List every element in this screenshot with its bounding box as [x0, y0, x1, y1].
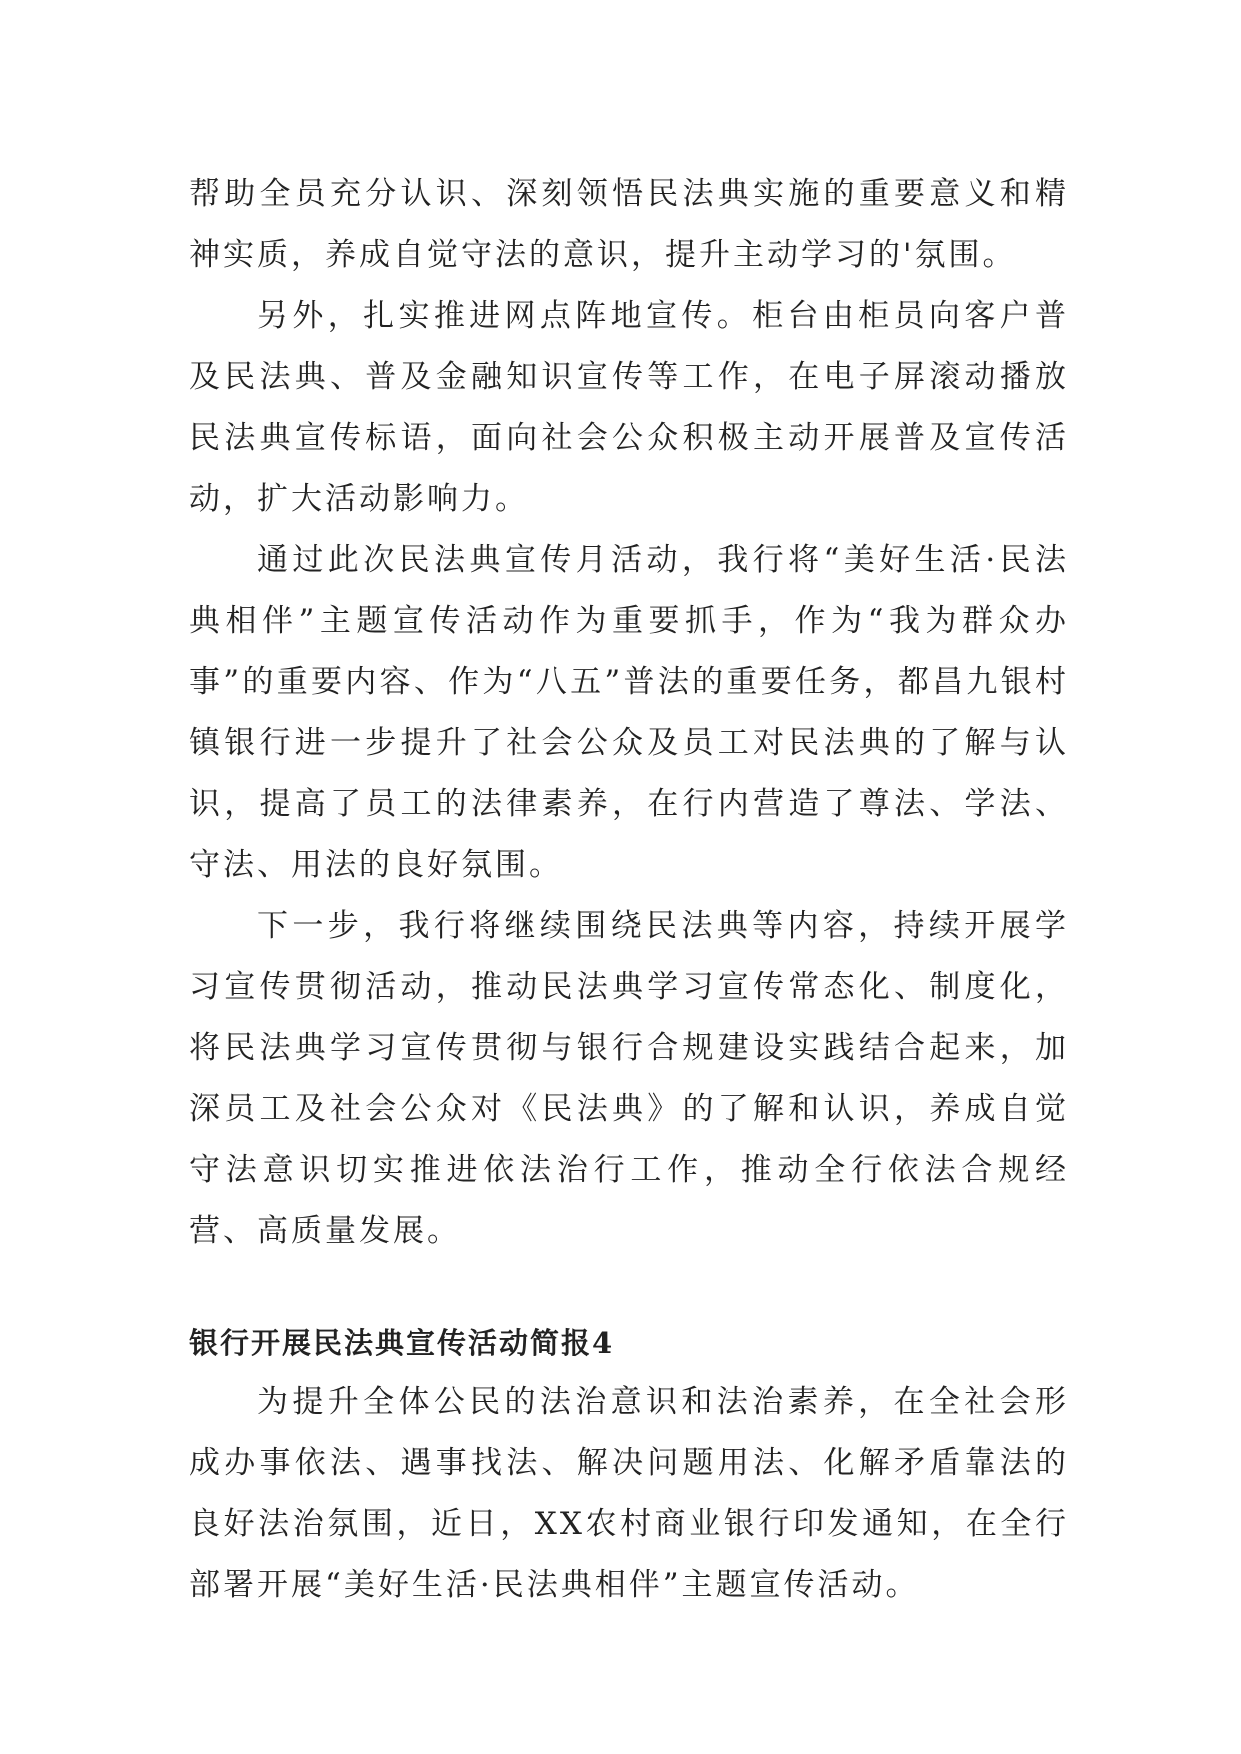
- paragraph-section4-intro: 为提升全体公民的法治意识和法治素养，在全社会形成办事依法、遇事找法、解决问题用法、化解矛盾靠法的良好法治氛围，近日，XX农村商业银行印发通知，在全行部署开展“美好生活·民法典相伴”主题宣传活动。: [189, 1384, 1069, 1603]
- document-body: [189, 164, 1069, 1616]
- paragraph-next-steps: 下一步，我行将继续围绕民法典等内容，持续开展学习宣传贯彻活动，推动民法典学习宣传常态化、制度化，将民法典学习宣传贯彻与银行合规建设实践结合起来，加深员工及社会公众对《民法典》的了解和认识，养成自觉守法意识切实推进依法治行工作，推动全行依法合规经营、高质量发展。: [189, 908, 1069, 1249]
- paragraph-continued: 帮助全员充分认识、深刻领悟民法典实施的重要意义和精神实质，养成自觉守法的意识，提升主动学习的'氛围。: [189, 176, 1069, 273]
- paragraph-activity-summary: 通过此次民法典宣传月活动，我行将“美好生活·民法典相伴”主题宣传活动作为重要抓手，作为“我为群众办事”的重要内容、作为“八五”普法的重要任务，都昌九银村镇银行进一步提升了社会公众及员工对民法典的了解与认识，提高了员工的法律素养，在行内营造了尊法、学法、守法、用法的良好氛围。: [189, 542, 1069, 883]
- paragraph-branch-promotion: 另外，扎实推进网点阵地宣传。柜台由柜员向客户普及民法典、普及金融知识宣传等工作，在电子屏滚动播放民法典宣传标语，面向社会公众积极主动开展普及宣传活动，扩大活动影响力。: [189, 298, 1069, 517]
- section-title: 银行开展民法典宣传活动简报4: [189, 1326, 615, 1360]
